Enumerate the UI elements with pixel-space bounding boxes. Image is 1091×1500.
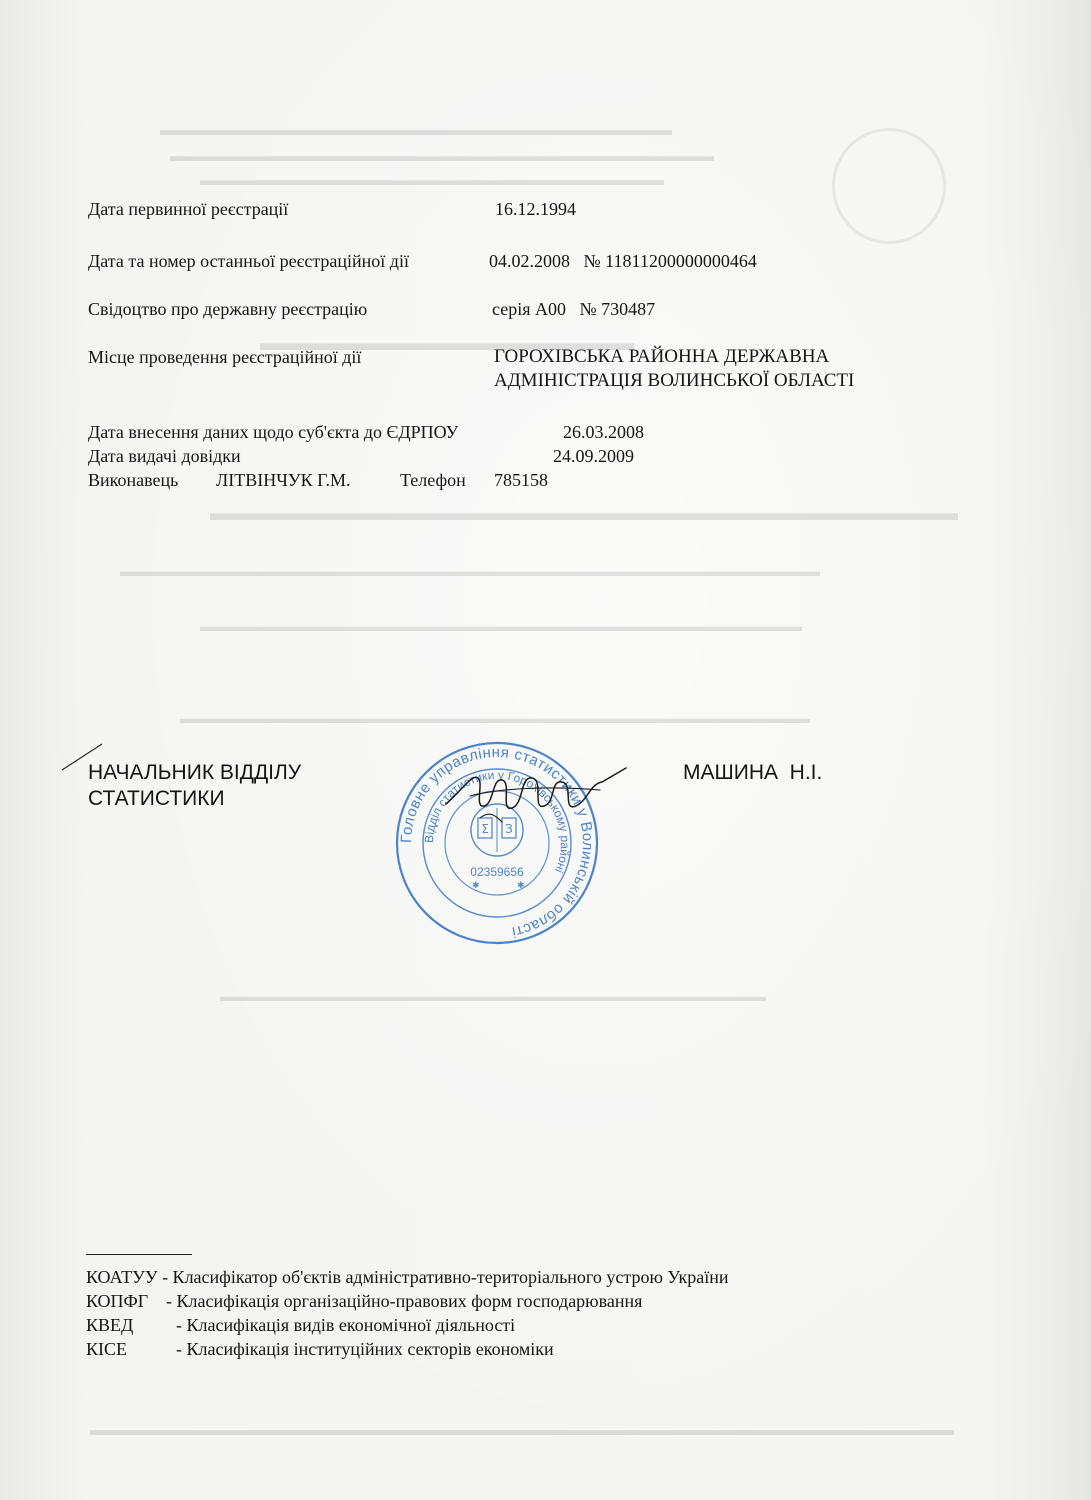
first-registration-date-value: 16.12.1994 [495, 199, 576, 219]
phone-value: 785158 [494, 470, 548, 490]
registration-certificate-value: серія А00 № 730487 [492, 299, 656, 319]
edrpou-entry-date-label: Дата внесення даних щодо суб'єкта до ЄДРПОУ [88, 422, 459, 442]
svg-text:З: З [505, 822, 513, 836]
footnote-abbr: КОПФГ [86, 1291, 149, 1311]
certificate-issue-date-value: 24.09.2009 [553, 446, 634, 466]
reverse-side-bleed: ▬▬▬▬▬▬▬▬▬▬▬▬▬▬▬▬▬▬▬▬▬▬▬▬▬▬▬▬▬▬▬▬▬▬ [170, 148, 714, 165]
registration-place-label: Місце проведення реєстраційної дії [88, 347, 362, 367]
reverse-side-bleed: ▬▬▬▬▬▬▬▬▬▬▬▬▬▬▬▬▬▬▬▬▬▬▬▬▬▬▬▬▬▬▬▬▬▬▬▬▬▬▬▬▬▬▬▬▬▬▬▬▬▬▬▬▬▬ [90, 1422, 954, 1439]
reverse-side-bleed: ▬▬▬▬▬▬▬▬▬▬▬▬▬▬▬▬▬ [260, 330, 634, 355]
signatory-position-line1: НАЧАЛЬНИК ВІДДІЛУ [88, 761, 302, 784]
footnote-text: - Класифікація видів економічної діяльності [176, 1315, 516, 1335]
reverse-side-bleed: ▬▬▬▬▬▬▬▬▬▬▬▬▬▬▬▬▬▬▬▬▬▬▬▬▬▬▬▬▬▬▬▬ [160, 122, 672, 139]
registration-place-value-line2: АДМІНІСТРАЦІЯ ВОЛИНСЬКОЇ ОБЛАСТІ [494, 370, 855, 391]
footnote-abbr: КВЕД [86, 1315, 134, 1335]
footnote-kopfg [86, 1290, 642, 1312]
stamp-outer-text: Головне управління статистики у Волинській області [397, 743, 597, 941]
stamp-star-icon: ✱ [472, 881, 480, 891]
reverse-side-crest-bleed [832, 128, 946, 244]
stamp-code: 02359656 [470, 865, 524, 879]
svg-text:Σ: Σ [481, 822, 489, 836]
stamp-inner-text: Відділ статистики у Горохівському районі [421, 767, 573, 876]
footnote-abbr: КОАТУУ [86, 1267, 158, 1287]
reverse-side-bleed: ▬▬▬▬▬▬▬▬▬▬▬▬▬▬▬▬▬▬▬▬▬▬▬▬▬▬▬▬▬▬▬▬▬▬▬▬▬▬▬▬▬▬▬▬▬▬▬▬▬▬ [120, 565, 820, 580]
reverse-side-bleed: ▬▬▬▬▬▬▬▬▬▬▬▬▬▬▬▬▬▬▬▬▬▬▬▬▬▬▬▬▬▬▬▬▬▬ [210, 500, 958, 525]
edrpou-entry-date-value: 26.03.2008 [563, 422, 644, 442]
signatory-name: МАШИНА Н.І. [683, 761, 823, 784]
reverse-side-bleed: ▬▬▬▬▬▬▬▬▬▬▬▬▬▬▬▬▬▬▬▬▬▬▬▬▬▬▬▬▬▬▬▬▬▬▬▬▬▬▬ [220, 990, 766, 1005]
reverse-side-bleed: ▬▬▬▬▬▬▬▬▬▬▬▬▬▬▬▬▬▬▬▬▬▬▬▬▬▬▬▬▬▬▬▬▬▬▬▬▬▬▬▬▬▬▬ [200, 620, 802, 635]
footnote-kise [86, 1338, 554, 1360]
registration-certificate-label: Свідоцтво про державну реєстрацію [88, 299, 368, 319]
reverse-side-bleed: ▬▬▬▬▬▬▬▬▬▬▬▬▬▬▬▬▬▬▬▬▬▬▬▬▬▬▬▬▬ [200, 172, 664, 189]
footnote-koatuu [86, 1266, 729, 1288]
signatory-position-line2: СТАТИСТИКИ [88, 787, 225, 810]
footnote-abbr: КІСЕ [86, 1339, 128, 1359]
stamp-star-icon: ✱ [517, 881, 525, 891]
executor-name: ЛІТВІНЧУК Г.М. [216, 470, 351, 490]
first-registration-date-label: Дата первинної реєстрації [88, 199, 289, 219]
executor-label: Виконавець [88, 470, 179, 490]
last-registration-action-value: 04.02.2008 № 11811200000000464 [489, 251, 757, 271]
last-registration-action-label: Дата та номер останньої реєстраційної дії [88, 251, 409, 271]
registration-place-value-line1: ГОРОХІВСЬКА РАЙОННА ДЕРЖАВНА [494, 346, 830, 367]
footnote-separator [86, 1254, 192, 1255]
phone-label: Телефон [400, 470, 466, 490]
footnote-kved [86, 1314, 515, 1336]
reverse-side-bleed: ▬▬▬▬▬▬▬▬▬▬▬▬▬▬▬▬▬▬▬▬▬▬▬▬▬▬▬▬▬▬▬▬▬▬▬▬▬▬▬▬▬▬▬▬▬ [180, 712, 810, 727]
footnote-text: - Класифікація організаційно-правових форм господарювання [166, 1291, 643, 1311]
handwritten-signature [440, 760, 630, 830]
certificate-issue-date-label: Дата видачі довідки [88, 446, 241, 466]
footnote-text: - Класифікація інституційних секторів економіки [176, 1339, 554, 1359]
footnote-text: - Класифікатор об'єктів адміністративно-територіального устрою України [162, 1267, 729, 1287]
